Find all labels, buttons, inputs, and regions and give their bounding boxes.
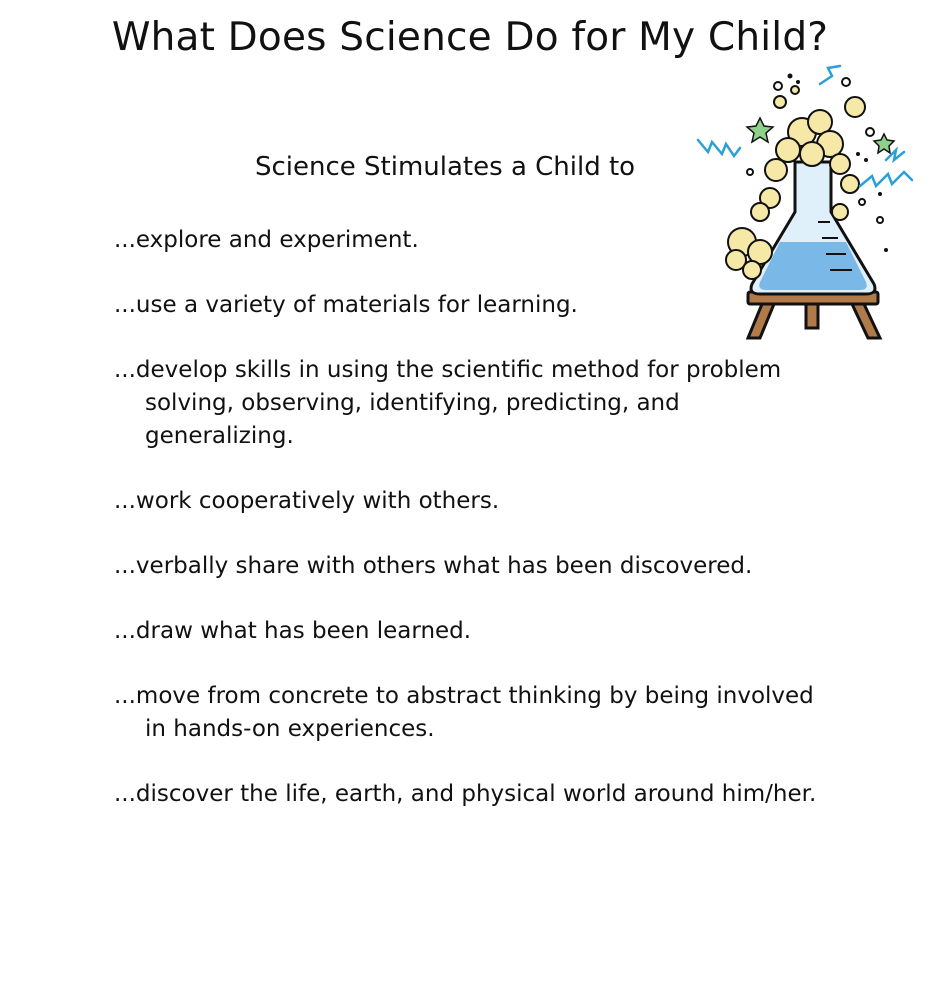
list-item: ...draw what has been learned. [114,618,472,644]
page-title: What Does Science Do for My Child? [111,15,829,60]
science-flask-icon [690,62,920,347]
list-item: ...move from concrete to abstract thinking by being involved in hands-on experiences. [114,683,814,742]
list-item: ...verbally share with others what has been discovered. [114,553,753,579]
list-item: ...explore and experiment. [114,227,419,253]
stand-shape [748,292,880,338]
list-item: ...use a variety of materials for learning. [114,292,578,318]
page-subtitle: Science Stimulates a Child to [255,152,636,182]
list-item: ...discover the life, earth, and physical world around him/her. [114,781,817,807]
list-item: ...develop skills in using the scientific method for problem solving, observing, identifying, predicting, and generalizing. [114,357,782,449]
list-item: ...work cooperatively with others. [114,488,500,514]
